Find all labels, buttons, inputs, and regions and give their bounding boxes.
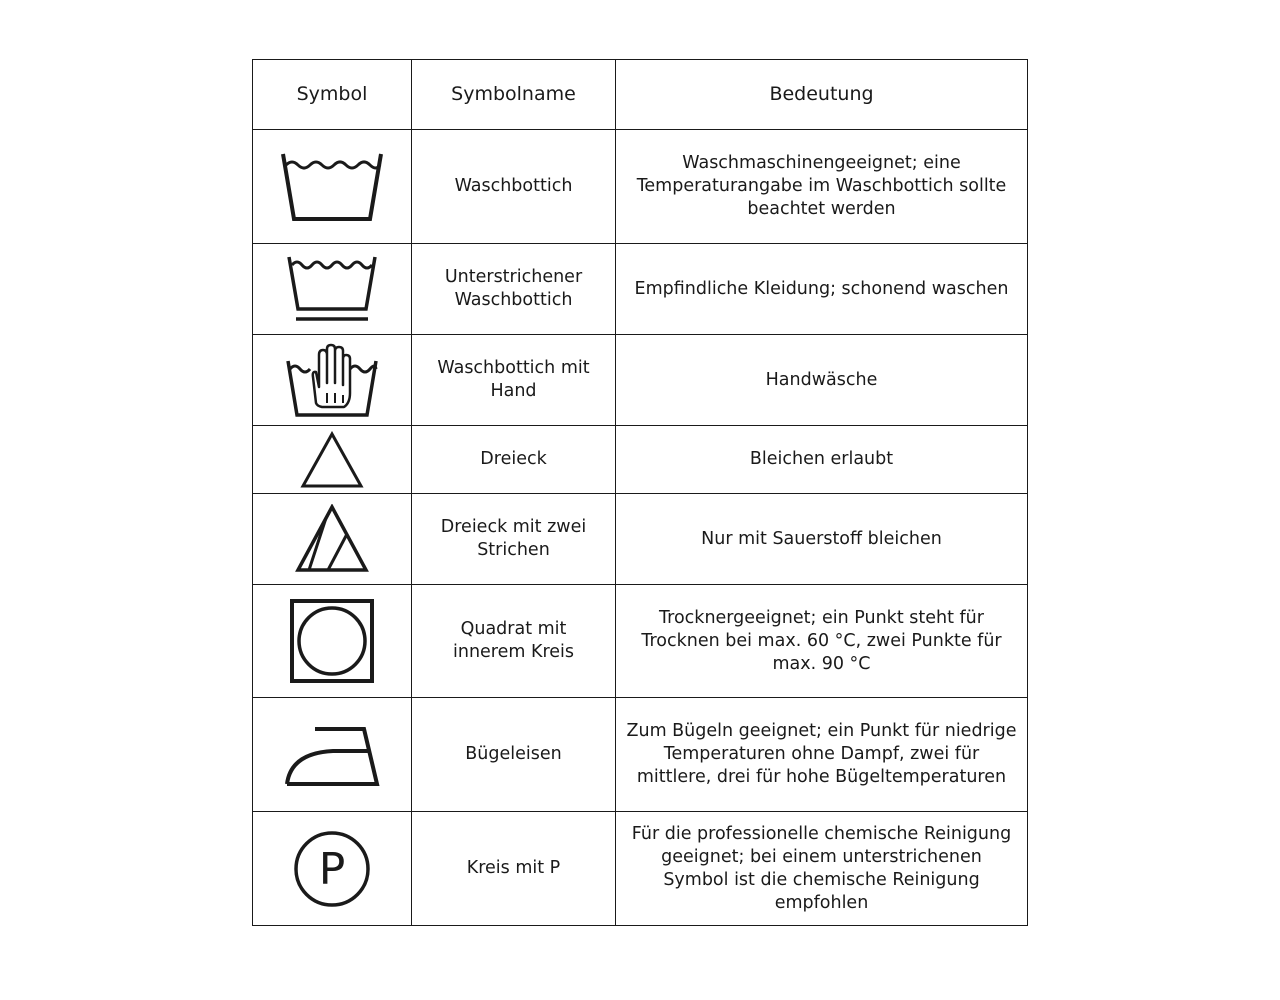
symbol-name: Waschbottich: [412, 130, 616, 244]
symbol-cell: [253, 244, 412, 335]
symbol-meaning: Empfindliche Kleidung; schonend waschen: [616, 244, 1028, 335]
symbol-cell: [253, 426, 412, 494]
symbol-meaning: Trocknergeeignet; ein Punkt steht für Trocknen bei max. 60 °C, zwei Punkte für max. 90 °C: [616, 585, 1028, 698]
table-row: [253, 494, 1028, 585]
symbol-meaning: Zum Bügeln geeignet; ein Punkt für niedrige Temperaturen ohne Dampf, zwei für mittlere, drei für hohe Bügeltemperaturen: [616, 698, 1028, 812]
table-row: [253, 335, 1028, 426]
symbol-meaning: Nur mit Sauerstoff bleichen: [616, 494, 1028, 585]
iron-icon: [283, 723, 381, 787]
symbol-cell: [253, 812, 412, 926]
care-symbol-table: [252, 59, 1028, 926]
circle-p-icon: [292, 829, 372, 909]
header-bedeutung: Bedeutung: [616, 60, 1028, 130]
hand-wash-tub-icon: [286, 343, 378, 417]
symbol-name: Unterstrichener Waschbottich: [412, 244, 616, 335]
symbol-meaning: Handwäsche: [616, 335, 1028, 426]
header-symbol: Symbol: [253, 60, 412, 130]
underlined-wash-tub-icon: [286, 255, 378, 323]
symbol-cell: [253, 494, 412, 585]
symbol-name: Quadrat mit innerem Kreis: [412, 585, 616, 698]
symbol-name: Dreieck mit zwei Strichen: [412, 494, 616, 585]
table-row: [253, 698, 1028, 812]
square-circle-icon: [290, 599, 374, 683]
table-row: [253, 244, 1028, 335]
header-symbolname: Symbolname: [412, 60, 616, 130]
symbol-meaning: Waschmaschinengeeignet; eine Temperaturangabe im Waschbottich sollte beachtet werden: [616, 130, 1028, 244]
triangle-two-stripes-icon: [295, 504, 369, 574]
triangle-icon: [300, 431, 364, 489]
symbol-cell: [253, 130, 412, 244]
symbol-meaning: Bleichen erlaubt: [616, 426, 1028, 494]
symbol-name: Bügeleisen: [412, 698, 616, 812]
symbol-cell: [253, 585, 412, 698]
header-row: [253, 60, 1028, 130]
symbol-name: Dreieck: [412, 426, 616, 494]
symbol-cell: [253, 698, 412, 812]
table-row: [253, 426, 1028, 494]
wash-tub-icon: [280, 151, 384, 223]
symbol-cell: [253, 335, 412, 426]
table-row: [253, 130, 1028, 244]
circle-p-letter: P: [318, 843, 346, 895]
symbol-name: Waschbottich mit Hand: [412, 335, 616, 426]
symbol-name: Kreis mit P: [412, 812, 616, 926]
table-row: [253, 812, 1028, 926]
symbol-meaning: Für die professionelle chemische Reinigung geeignet; bei einem unterstrichenen Symbol ist die chemische Reinigung empfohlen: [616, 812, 1028, 926]
table-row: [253, 585, 1028, 698]
